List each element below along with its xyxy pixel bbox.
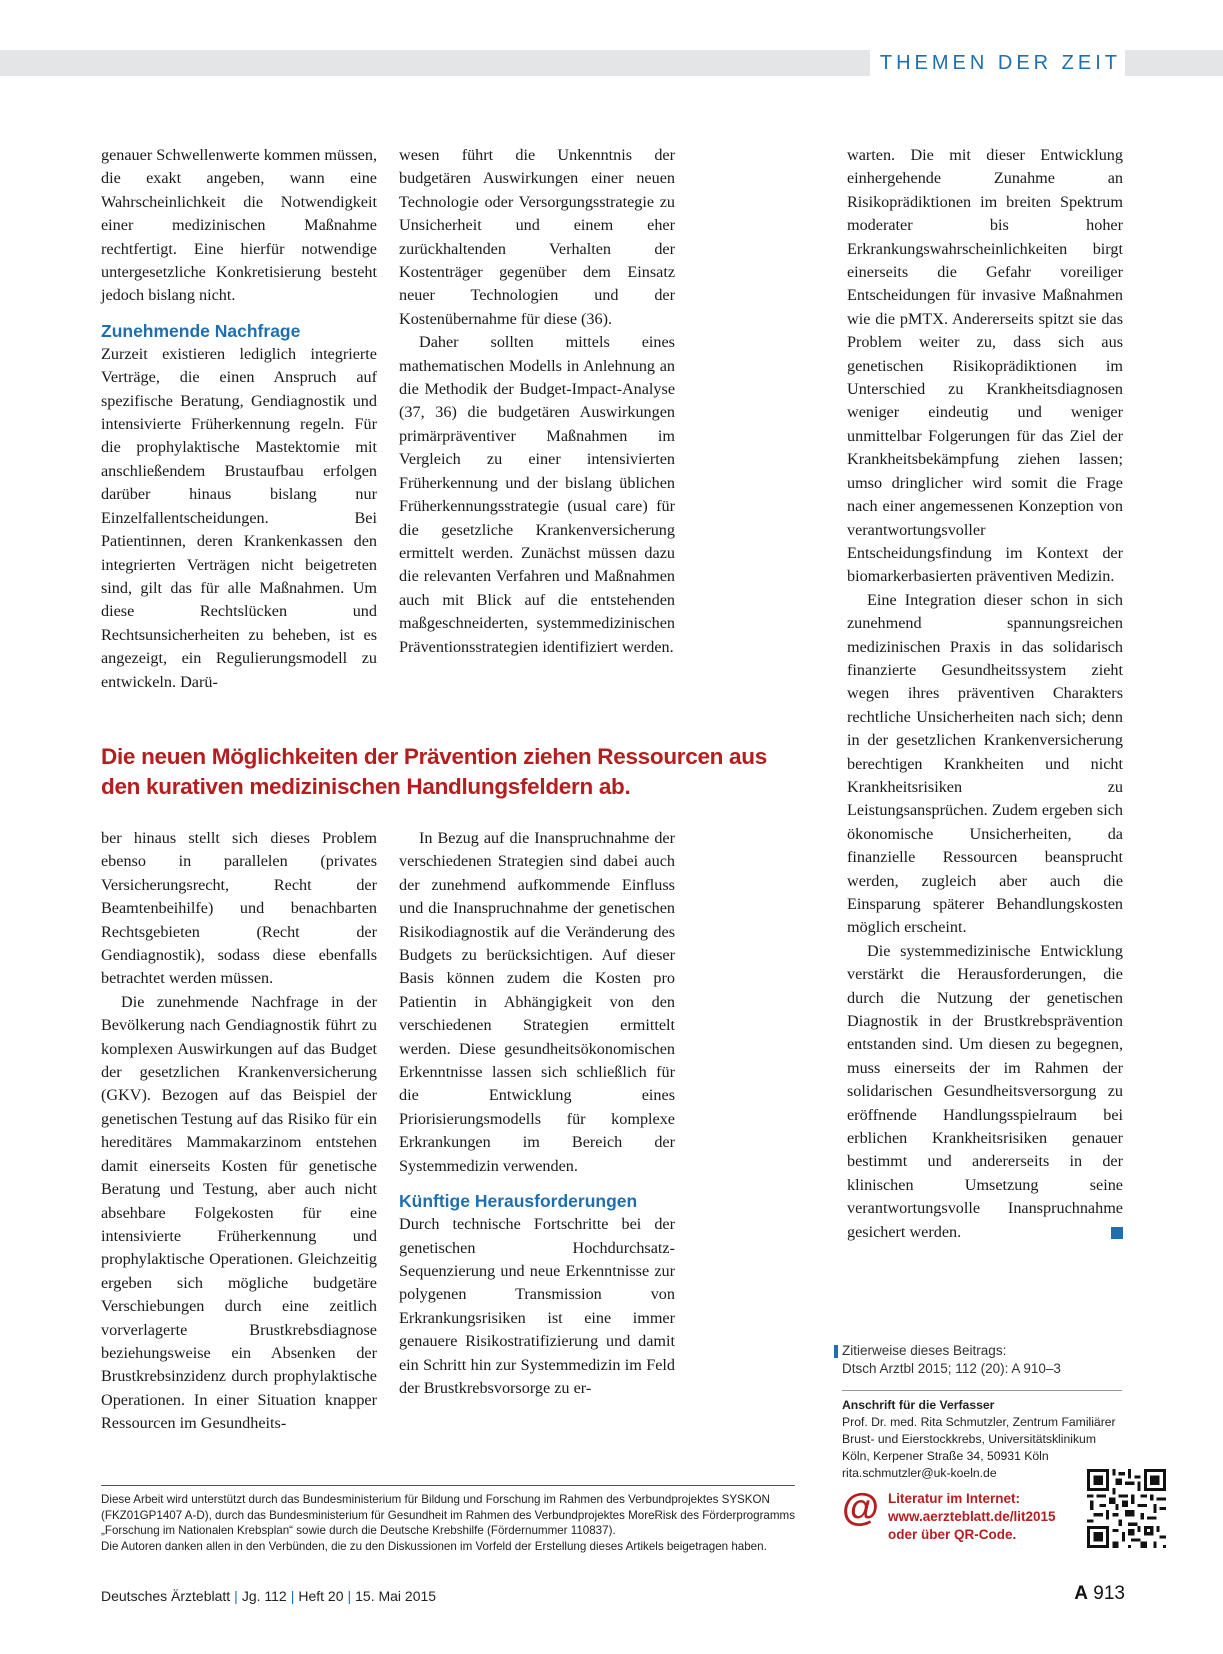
paragraph: Durch technische Fortschritte bei der genetischen Hochdurchsatz-Sequenzierung und neue Erkenntnisse zur polygenen Transmission von Erkrankungsrisiken ist eine immer genauere Risikostratifizierung und damit ein Schritt hin zur Systemmedizin im Feld der Brustkrebsvorsorge zu er- [399, 1215, 675, 1397]
citation-box [842, 1342, 1122, 1378]
footer-separator: | [234, 1588, 238, 1604]
footer-separator: | [347, 1588, 352, 1604]
paragraph: Die zunehmende Nachfrage in der Bevölkerung nach Gendiagnostik führt zu komplexen Auswirkungen auf das Budget der gesetzlichen Krankenversicherung (GKV). Bezogen auf das Beispiel der genetischen Testung auf das Risiko für ein hereditäres Mammakarzinom entstehen damit einerseits Kosten für genetische Beratung und Testung, aber auch nicht absehbare Folgekosten für eine intensivierte Früherkennung und prophylaktische Operationen. Gleichzeitig ergeben sich mögliche budgetäre Verschiebungen durch eine zeitlich vorverlagerte Brustkrebsdiagnose beziehungsweise ein Absenken der Brustkrebsinzidenz durch prophylaktische Operationen. In einer Situation knapper Ressourcen im Gesundheits- [101, 992, 377, 1433]
address-line: Brust- und Eierstockkrebs, Universitätsklinikum [842, 1432, 1096, 1446]
section-heading: Zunehmende Nachfrage [101, 320, 301, 341]
journal-name: Deutsches Ärzteblatt [101, 1588, 231, 1604]
column-2-top [399, 144, 675, 659]
literature-link[interactable]: www.aerzteblatt.de/lit2015 [888, 1509, 1056, 1524]
citation-label: Zitierweise dieses Beitrags: [842, 1343, 1007, 1358]
at-sign-icon: @ [842, 1487, 880, 1529]
page-prefix: A [1074, 1583, 1089, 1604]
column-3 [847, 144, 1123, 1244]
paragraph: Daher sollten mittels eines mathematischen Modells in Anlehnung an die Methodik der Budget-Impact-Analyse (37, 36) die budgetären Auswirkungen primärpräventiver Maßnahmen im Vergleich zu einer intensivierten Früherkennung und der bislang üblichen Früherkennungsstrategie (usual care) für die gesetzliche Krankenversicherung ermittelt werden. Zunächst müssen dazu die relevanten Verfahren und Maßnahmen auch mit Blick auf die entstehenden maßgeschneiderten, systemmedizinischen Präventionsstrategien identifiziert werden. [399, 333, 675, 656]
journal-issue: Heft 20 [298, 1588, 344, 1604]
address-line: Prof. Dr. med. Rita Schmutzler, Zentrum Familiärer [842, 1415, 1116, 1429]
funding-footnote [101, 1485, 795, 1554]
issue-date: 15. Mai 2015 [355, 1588, 437, 1604]
column-1-top [101, 144, 377, 694]
paragraph-text: Die systemmedizinische Entwicklung verstärkt die Herausforderungen, die durch die Nutzung der genetischen Diagnostik in der Brustkrebsprävention entstanden sind. Um diesen zu begegnen, muss einerseits der im Rahmen der solidarischen Gesundheitsversorgung zu eröffnende Handlungsspielraum bei erblichen Krankheitsrisiken genauer bestimmt und andererseits in der klinischen Umsetzung seine verantwortungsvolle Inanspruchnahme gesichert werden. [847, 941, 1123, 1241]
paragraph: Zurzeit existieren lediglich integrierte Verträge, die einen Anspruch auf spezifische Beratung, Gendiagnostik und intensivierte Früherkennung regeln. Für die prophylaktische Mastektomie mit anschließendem Brustaufbau erfolgen darüber hinaus bislang nur Einzelfallentscheidungen. Bei Patientinnen, deren Krankenkassen den integrierten Verträgen nicht beigetreten sind, gilt das für alle Maßnahmen. Um diese Rechtslücken und Rechtsunsicherheiten zu beheben, ist es angezeigt, ein Regulierungsmodell zu entwickeln. Darü- [101, 344, 377, 691]
section-label: THEMEN DER ZEIT [870, 50, 1125, 76]
footer-separator: | [290, 1588, 295, 1604]
qr-code-icon[interactable] [1087, 1469, 1166, 1548]
author-address [842, 1390, 1122, 1482]
paragraph: ber hinaus stellt sich dieses Problem ebenso in parallelen (privates Versicherungsrecht, Recht der Beamtenbeihilfe) und benachbarten Rechtsgebieten (Recht der Gendiagnostik), sodass diese ebenfalls betrachtet werden müssen. [101, 829, 377, 988]
page-number-value: 913 [1093, 1583, 1125, 1604]
citation-reference: Dtsch Arztbl 2015; 112 (20): A 910–3 [842, 1361, 1061, 1376]
page-number [1074, 1582, 1125, 1606]
paragraph: Eine Integration dieser schon in sich zunehmend spannungsreichen medizinischen Praxis in das solidarisch finanzierte Gesundheitssystem zieht wegen ihres präventiven Charakters rechtliche Unsicherheiten nach sich; denn in der gesetzlichen Krankenversicherung berechtigen Krankheiten und nicht Krankheitsrisiken zu Leistungsansprüchen. Zudem ergeben sich ökonomische Unsicherheiten, da finanzielle Ressourcen beansprucht werden, zugleich aber auch die Einsparung späterer Behandlungskosten möglich erscheint. [847, 590, 1123, 937]
author-email-link[interactable]: rita.schmutzler@uk-koeln.de [842, 1466, 997, 1480]
column-2-bottom [399, 827, 675, 1400]
end-of-article-mark [1111, 1227, 1123, 1239]
paragraph: genauer Schwellenwerte kommen müssen, die exakt angeben, wann eine Wahrscheinlichkeit die Notwendigkeit einer medizinischen Maßnahme rechtfertigt. Eine hierfür notwendige untergesetzliche Konkretisierung besteht jedoch bislang nicht. [101, 146, 378, 305]
footnote-text: Die Autoren danken allen in den Verbünden, die zu den Diskussionen im Vorfeld der Erstellung dieses Artikels beigetragen haben. [101, 1539, 767, 1553]
footnote-text: Diese Arbeit wird unterstützt durch das Bundesministerium für Bildung und Forschung im Rahmen des Verbundprojektes SYSKON (FKZ01GP1407 A-D), durch das Bundesministerium für Gesundheit im Rahmen des Verbundprojektes MoreRisk des Förderprogramms „Forschung im Nationalen Krebsplan“ sowie durch die Deutsche Krebshilfe (Fördernummer 110837). [101, 1493, 795, 1537]
address-line: Köln, Kerpener Straße 34, 50931 Köln [842, 1449, 1049, 1463]
paragraph: warten. Die mit dieser Entwicklung einhergehende Zunahme an Risikoprädiktionen im breiten Spektrum moderater bis hoher Erkrankungswahrscheinlichkeiten birgt einerseits die Gefahr voreiliger Entscheidungen für invasive Maßnahmen wie die pMTX. Andererseits spitzt sie das Problem weiter zu, dass sich aus genetischen Risikoprädiktionen im Unterschied zu Krankheitsdiagnosen weniger eindeutig und weniger unmittelbar Folgerungen für das Ziel der Krankheitsbekämpfung ziehen lassen; umso dringlicher wird somit die Frage nach einer angemessenen Konzeption von verantwortungsvoller Entscheidungsfindung im Kontext der biomarkerbasierten präventiven Medizin. [847, 146, 1123, 586]
paragraph: In Bezug auf die Inanspruchnahme der verschiedenen Strategien sind dabei auch der zunehmend aufkommende Einfluss und die Inanspruchnahme der genetischen Risikodiagnostik auf die Veränderung des Budgets zu berücksichtigen. Auf dieser Basis können zudem die Kosten pro Patientin in Abhängigkeit von den verschiedenen Strategien ermittelt werden. Diese gesundheitsökonomischen Erkenntnisse lassen sich schließlich für die Entwicklung eines Priorisierungsmodells für komplexe Erkrankungen im Bereich der Systemmedizin verwenden. [399, 829, 675, 1175]
literature-qr-note: oder über QR-Code. [888, 1527, 1017, 1542]
pull-quote: Die neuen Möglichkeiten der Prävention ziehen Ressourcen aus den kurativen medizinischen Handlungsfeldern ab. [101, 744, 767, 799]
section-heading: Künftige Herausforderungen [399, 1191, 638, 1212]
citation-marker [834, 1345, 838, 1358]
footer-journal-info [101, 1586, 436, 1606]
paragraph [847, 940, 1123, 1244]
column-1-bottom [101, 827, 377, 1436]
address-title: Anschrift für die Verfasser [842, 1398, 995, 1412]
literature-label: Literatur im Internet: [888, 1491, 1021, 1506]
journal-volume: Jg. 112 [241, 1588, 287, 1604]
paragraph: wesen führt die Unkenntnis der budgetären Auswirkungen einer neuen Technologie oder Versorgungsstrategie zu Unsicherheit und einem eher zurückhaltenden Verhalten der Kostenträger gegenüber dem Einsatz neuer Technologien und der Kostenübernahme für diese (36). [399, 146, 675, 328]
